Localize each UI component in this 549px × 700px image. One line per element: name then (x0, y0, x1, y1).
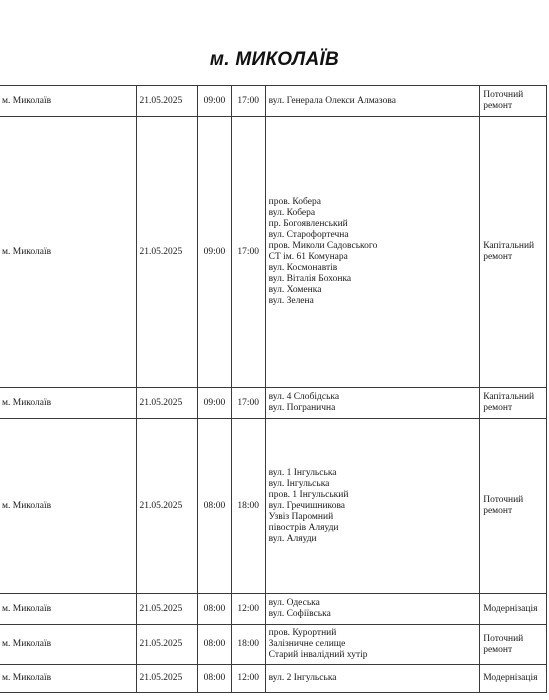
date-cell: 21.05.2025 (136, 419, 198, 594)
outage-schedule-table (0, 85, 547, 693)
start-time-cell: 08:00 (198, 419, 232, 594)
work-type-line: ремонт (483, 644, 513, 655)
work-type-cell (480, 594, 547, 625)
table-row (0, 625, 547, 665)
work-type-cell (480, 419, 547, 594)
date-cell: 21.05.2025 (136, 594, 198, 625)
street-line: вул. Інгульська (268, 478, 330, 489)
street-line: півострів Аляуди (268, 522, 339, 533)
city-cell: м. Миколаїв (0, 665, 136, 693)
work-type-cell (480, 86, 547, 117)
street-line: вул. Аляуди (268, 533, 317, 544)
street-line: вул. Погранична (268, 403, 336, 413)
start-time-cell: 08:00 (198, 625, 232, 665)
street-line: вул. Зелена (268, 296, 314, 306)
street-line: вул. 2 Інгульська (268, 673, 337, 683)
street-line: вул. 1 Інгульська (268, 467, 337, 478)
table-row (0, 86, 547, 117)
street-line: вул. Софіївська (268, 609, 331, 619)
street-line: пров. Кобера (268, 197, 321, 207)
start-time-cell: 09:00 (198, 86, 232, 117)
end-time-cell: 12:00 (231, 594, 265, 625)
table-row (0, 388, 547, 419)
street-line: вул. Віталія Бохонка (268, 274, 352, 284)
table-row (0, 594, 547, 625)
work-type-line: Модернізація (483, 673, 538, 683)
street-line: вул. Гречишникова (268, 500, 346, 511)
date-cell: 21.05.2025 (136, 86, 198, 117)
work-type-line: Капітальний (483, 241, 535, 251)
table-row (0, 665, 547, 693)
street-line: вул. Космонавтів (268, 263, 338, 273)
end-time-cell: 18:00 (231, 625, 265, 665)
street-line: Узвіз Паромний (268, 511, 334, 522)
date-cell: 21.05.2025 (136, 388, 198, 419)
work-type-line: Капітальний (483, 392, 535, 402)
work-type-line: ремонт (483, 506, 513, 516)
streets-cell (265, 86, 480, 117)
work-type-line: ремонт (483, 252, 513, 262)
streets-cell (265, 625, 480, 665)
city-cell: м. Миколаїв (0, 419, 136, 594)
streets-cell (265, 665, 480, 693)
work-type-cell (480, 117, 547, 388)
work-type-line: Поточний (483, 633, 524, 644)
street-line: Залізничне селище (268, 639, 346, 649)
work-type-line: Поточний (483, 495, 524, 505)
street-line: вул. 4 Слобідська (268, 392, 340, 402)
start-time-cell: 08:00 (198, 594, 232, 625)
table-row (0, 419, 547, 594)
street-line: СТ ім. 61 Комунара (268, 252, 348, 262)
schedule-body (0, 86, 547, 693)
work-type-line: Модернізація (483, 603, 538, 614)
street-line: пров. Миколи Садовського (268, 241, 378, 251)
city-cell: м. Миколаїв (0, 625, 136, 665)
date-cell: 21.05.2025 (136, 665, 198, 693)
work-type-line: Поточний (483, 90, 524, 100)
date-cell: 21.05.2025 (136, 117, 198, 388)
work-type-cell (480, 388, 547, 419)
end-time-cell: 12:00 (231, 665, 265, 693)
street-line: вул. Кобера (268, 208, 316, 218)
page-title: м. МИКОЛАЇВ (209, 49, 340, 70)
street-line: пр. Богоявленський (268, 219, 348, 229)
street-line: пров. 1 Інгульський (268, 489, 349, 500)
street-line: вул. Генерала Олекси Алмазова (268, 95, 396, 106)
city-cell: м. Миколаїв (0, 388, 136, 419)
date-cell: 21.05.2025 (136, 625, 198, 665)
end-time-cell: 18:00 (231, 419, 265, 594)
work-type-cell (480, 625, 547, 665)
end-time-cell: 17:00 (231, 117, 265, 388)
street-line: вул. Старофортечна (268, 230, 349, 240)
street-line: вул. Одеська (268, 598, 320, 608)
street-line: Старий інвалідний хутір (268, 650, 368, 660)
streets-cell (265, 419, 480, 594)
city-cell: м. Миколаїв (0, 594, 136, 625)
streets-cell (265, 388, 480, 419)
city-cell: м. Миколаїв (0, 117, 136, 388)
start-time-cell: 08:00 (198, 665, 232, 693)
streets-cell (265, 117, 480, 388)
street-line: вул. Хоменка (268, 285, 322, 295)
end-time-cell: 17:00 (231, 388, 265, 419)
start-time-cell: 09:00 (198, 117, 232, 388)
work-type-cell (480, 665, 547, 693)
end-time-cell: 17:00 (231, 86, 265, 117)
table-row (0, 117, 547, 388)
work-type-line: ремонт (483, 403, 513, 413)
work-type-line: ремонт (483, 101, 513, 111)
streets-cell (265, 594, 480, 625)
city-cell: м. Миколаїв (0, 86, 136, 117)
start-time-cell: 09:00 (198, 388, 232, 419)
street-line: пров. Курортний (268, 628, 337, 638)
